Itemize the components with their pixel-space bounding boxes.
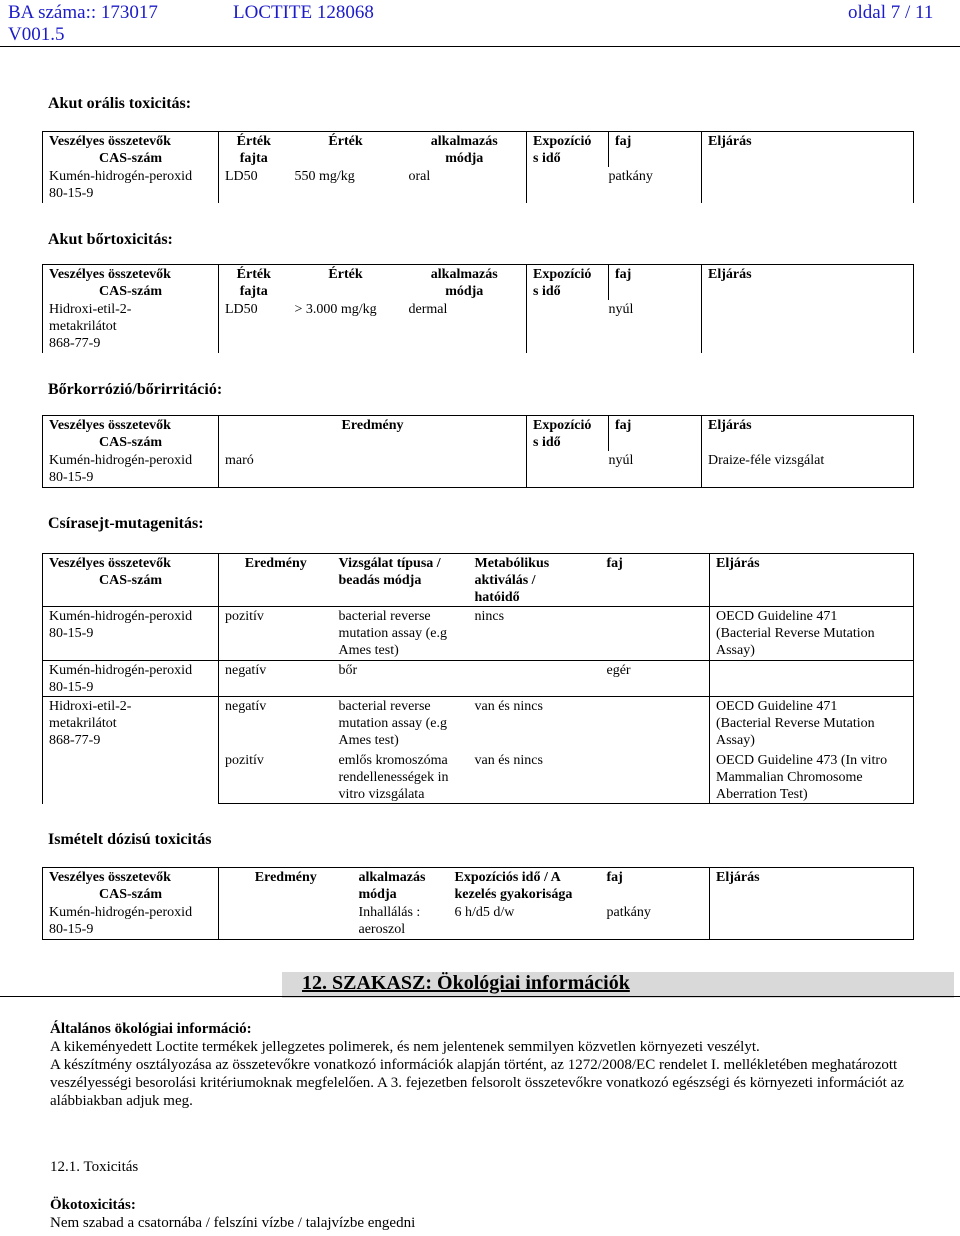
exposure: [527, 451, 609, 487]
col-cas: CAS-szám: [99, 284, 162, 299]
result: pozitív: [219, 751, 333, 804]
col-result: Eredmény: [254, 870, 317, 885]
method-2: (Bacterial Reverse Mutation: [716, 626, 875, 641]
cas-number: 80-15-9: [49, 186, 94, 201]
section-title-skin: Bőrkorrózió/bőrirritáció:: [48, 381, 223, 398]
col-component: Veszélyes összetevők: [49, 134, 171, 149]
col-route: alkalmazás: [358, 870, 426, 885]
component-name: Hidroxi-etil-2-: [49, 302, 132, 317]
section-title-oral: Akut orális toxicitás:: [48, 95, 192, 112]
species: [601, 751, 710, 804]
table-row: [43, 300, 914, 353]
species: patkány: [608, 169, 653, 184]
col-value-type-2: fajta: [239, 151, 268, 166]
result: negatív: [219, 661, 333, 697]
col-test-type-2: beadás módja: [338, 573, 422, 588]
metabolic-activation: van és nincs: [469, 751, 601, 804]
dermal-toxicity-table: [42, 264, 914, 353]
general-info-title: Általános ökológiai információ:: [50, 1021, 252, 1037]
oral-toxicity-table: [42, 131, 914, 203]
component-name: Kumén-hidrogén-peroxid: [49, 663, 193, 678]
value-type: LD50: [225, 302, 258, 317]
method: OECD Guideline 473 (In vitro: [716, 752, 888, 768]
test-type: bacterial reverse: [338, 699, 431, 714]
cas-number: 80-15-9: [49, 680, 94, 695]
col-cas: CAS-szám: [99, 435, 162, 450]
subsection-toxicity: 12.1. Toxicitás: [50, 1159, 139, 1175]
col-exposure: Expozíció: [533, 134, 592, 149]
table-row: [43, 451, 914, 487]
species: nyúl: [609, 451, 702, 487]
method: [702, 300, 914, 353]
col-route-2: módja: [358, 887, 397, 902]
col-exposure-2: s idő: [533, 284, 561, 299]
col-value-type: Érték: [236, 267, 271, 282]
metabolic-activation: [469, 661, 601, 697]
route: dermal: [408, 302, 448, 317]
col-exposure: Expozíció: [533, 267, 592, 282]
col-result: Eredmény: [341, 418, 404, 433]
col-cas: CAS-szám: [99, 887, 162, 902]
cas-number: 868-77-9: [49, 336, 101, 351]
species: nyúl: [608, 302, 634, 317]
component-name: Kumén-hidrogén-peroxid: [49, 905, 193, 920]
col-route: alkalmazás: [430, 267, 498, 282]
table-header-row: [43, 868, 914, 904]
route-2: aeroszol: [358, 922, 406, 937]
col-component: Veszélyes összetevők: [49, 267, 171, 282]
col-exposure: Expozíció: [533, 418, 592, 433]
component-name: Kumén-hidrogén-peroxid: [49, 169, 193, 184]
test-type-3: Ames test): [338, 643, 399, 658]
skin-corrosion-table: [42, 415, 914, 488]
test-type: bacterial reverse: [338, 609, 431, 624]
col-method: Eljárás: [708, 134, 752, 149]
result: maró: [219, 451, 527, 487]
test-type-3: vitro vizsgálata: [338, 786, 425, 802]
col-method: Eljárás: [716, 870, 760, 885]
mutagenicity-table: [42, 553, 914, 804]
table-row: [43, 903, 914, 939]
method: [710, 661, 914, 697]
col-exposure-2: s idő: [533, 435, 561, 450]
cas-number: 868-77-9: [49, 733, 101, 748]
table-header-row: [43, 132, 914, 168]
table-header-row: [43, 554, 914, 607]
general-info-p2: A készítmény osztályozása az összetevőkre vonatkozó információk alapján történt, az 1272/2008/EC rendelet I. mellékletében meghatározott veszélyességi besorolási kritériumoknak megfelelően. A 3. fejezetben felsorolt összetevőkre vonatkozó egészségi és környezeti információt az alábbiakban adjuk meg.: [50, 1057, 904, 1109]
method: OECD Guideline 471: [716, 609, 838, 624]
method: [702, 167, 914, 203]
method: Draize-féle vizsgálat: [702, 451, 914, 487]
table-row: [43, 607, 914, 661]
header-divider: [0, 46, 960, 47]
col-metabolic: Metabólikus: [474, 556, 550, 571]
version: V001.5: [8, 24, 65, 45]
species: egér: [601, 661, 710, 697]
method-2: Mammalian Chromosome: [716, 769, 863, 785]
method: [710, 903, 914, 939]
test-type-3: Ames test): [338, 733, 399, 748]
section-title-dermal: Akut bőrtoxicitás:: [48, 231, 173, 248]
section-title-mutagenicity: Csírasejt-mutagenitás:: [48, 515, 204, 532]
test-type-2: mutation assay (e.g: [338, 716, 447, 731]
test-type: emlős kromoszóma: [338, 752, 448, 768]
route: Inhallálás :: [358, 905, 421, 920]
table-row: [43, 697, 914, 751]
table-row: [43, 661, 914, 697]
exposure: [527, 167, 609, 203]
section-title-repeated-dose: Ismételt dózisú toxicitás: [48, 831, 212, 848]
col-exposure: Expozíciós idő / A: [454, 870, 561, 885]
col-value-type: Érték: [236, 134, 271, 149]
col-value: Érték: [328, 134, 363, 149]
col-test-type: Vizsgálat típusa /: [338, 556, 441, 571]
col-component: Veszélyes összetevők: [49, 870, 171, 885]
col-value: Érték: [328, 267, 363, 282]
page-header: [0, 0, 960, 46]
page-number: oldal 7 / 11: [848, 2, 934, 23]
component-name: Kumén-hidrogén-peroxid: [49, 453, 193, 468]
ecotoxicity-title: Ökotoxicitás:: [50, 1197, 136, 1213]
exposure: 6 h/d5 d/w: [449, 903, 601, 939]
result: negatív: [219, 697, 333, 751]
component-name-2: metakrilátot: [49, 716, 117, 731]
component-name: Kumén-hidrogén-peroxid: [49, 609, 193, 624]
species: [601, 697, 710, 751]
col-value-type-2: fajta: [239, 284, 268, 299]
col-species: faj: [606, 556, 623, 571]
metabolic-activation: nincs: [469, 607, 601, 661]
ecotoxicity-text: Nem szabad a csatornába / felszíni vízbe / talajvízbe engedni: [50, 1215, 416, 1231]
col-species: faj: [606, 870, 623, 885]
cas-number: 80-15-9: [49, 922, 94, 937]
col-exposure-2: kezelés gyakorisága: [454, 887, 573, 902]
section-divider: [0, 996, 960, 997]
col-exposure-2: s idő: [533, 151, 561, 166]
route: oral: [408, 169, 431, 184]
col-route: alkalmazás: [430, 134, 498, 149]
col-cas: CAS-szám: [99, 151, 162, 166]
exposure: [527, 300, 609, 353]
col-route-2: módja: [445, 284, 484, 299]
test-type-2: rendellenességek in: [338, 769, 449, 785]
component-name: Hidroxi-etil-2-: [49, 699, 132, 714]
col-method: Eljárás: [716, 556, 760, 571]
general-info-p1: A kikeményedett Loctite termékek jellegzetes polimerek, és nem jelentenek semmilyen közvetlen környezeti veszélyt.: [50, 1039, 760, 1055]
result: pozitív: [219, 607, 333, 661]
component-name-2: metakrilátot: [49, 319, 117, 334]
method-3: Aberration Test): [716, 786, 808, 802]
col-cas: CAS-szám: [99, 573, 162, 588]
table-header-row: [43, 265, 914, 301]
value-type: LD50: [225, 169, 258, 184]
col-species: faj: [615, 267, 632, 282]
table-header-row: [43, 416, 914, 452]
col-species: faj: [615, 134, 632, 149]
method-3: Assay): [716, 643, 755, 658]
col-species: faj: [615, 418, 632, 433]
value: > 3.000 mg/kg: [294, 302, 377, 317]
table-row: [43, 167, 914, 203]
method-3: Assay): [716, 733, 755, 748]
product-name: LOCTITE 128068: [233, 2, 374, 23]
cas-number: 80-15-9: [49, 470, 94, 485]
col-metabolic-3: hatóidő: [474, 590, 520, 605]
test-type: bőr: [333, 661, 469, 697]
ba-number: BA száma:: 173017: [8, 2, 158, 23]
general-ecological-info: [50, 1020, 940, 1110]
cas-number: 80-15-9: [49, 626, 94, 641]
col-component: Veszélyes összetevők: [49, 556, 171, 571]
metabolic-activation: van és nincs: [469, 697, 601, 751]
repeated-dose-table: [42, 867, 914, 940]
value: 550 mg/kg: [294, 169, 355, 184]
method-2: (Bacterial Reverse Mutation: [716, 716, 875, 731]
col-metabolic-2: aktiválás /: [474, 573, 536, 588]
section-12-title: 12. SZAKASZ: Ökológiai információk: [302, 972, 630, 994]
method: OECD Guideline 471: [716, 699, 838, 714]
species: [601, 607, 710, 661]
col-route-2: módja: [445, 151, 484, 166]
col-method: Eljárás: [708, 418, 752, 433]
test-type-2: mutation assay (e.g: [338, 626, 447, 641]
result: [219, 903, 353, 939]
col-method: Eljárás: [708, 267, 752, 282]
col-component: Veszélyes összetevők: [49, 418, 171, 433]
col-result: Eredmény: [244, 556, 307, 571]
ecotoxicity-block: [50, 1196, 940, 1232]
section-12-banner: [282, 972, 954, 998]
species: patkány: [601, 903, 710, 939]
